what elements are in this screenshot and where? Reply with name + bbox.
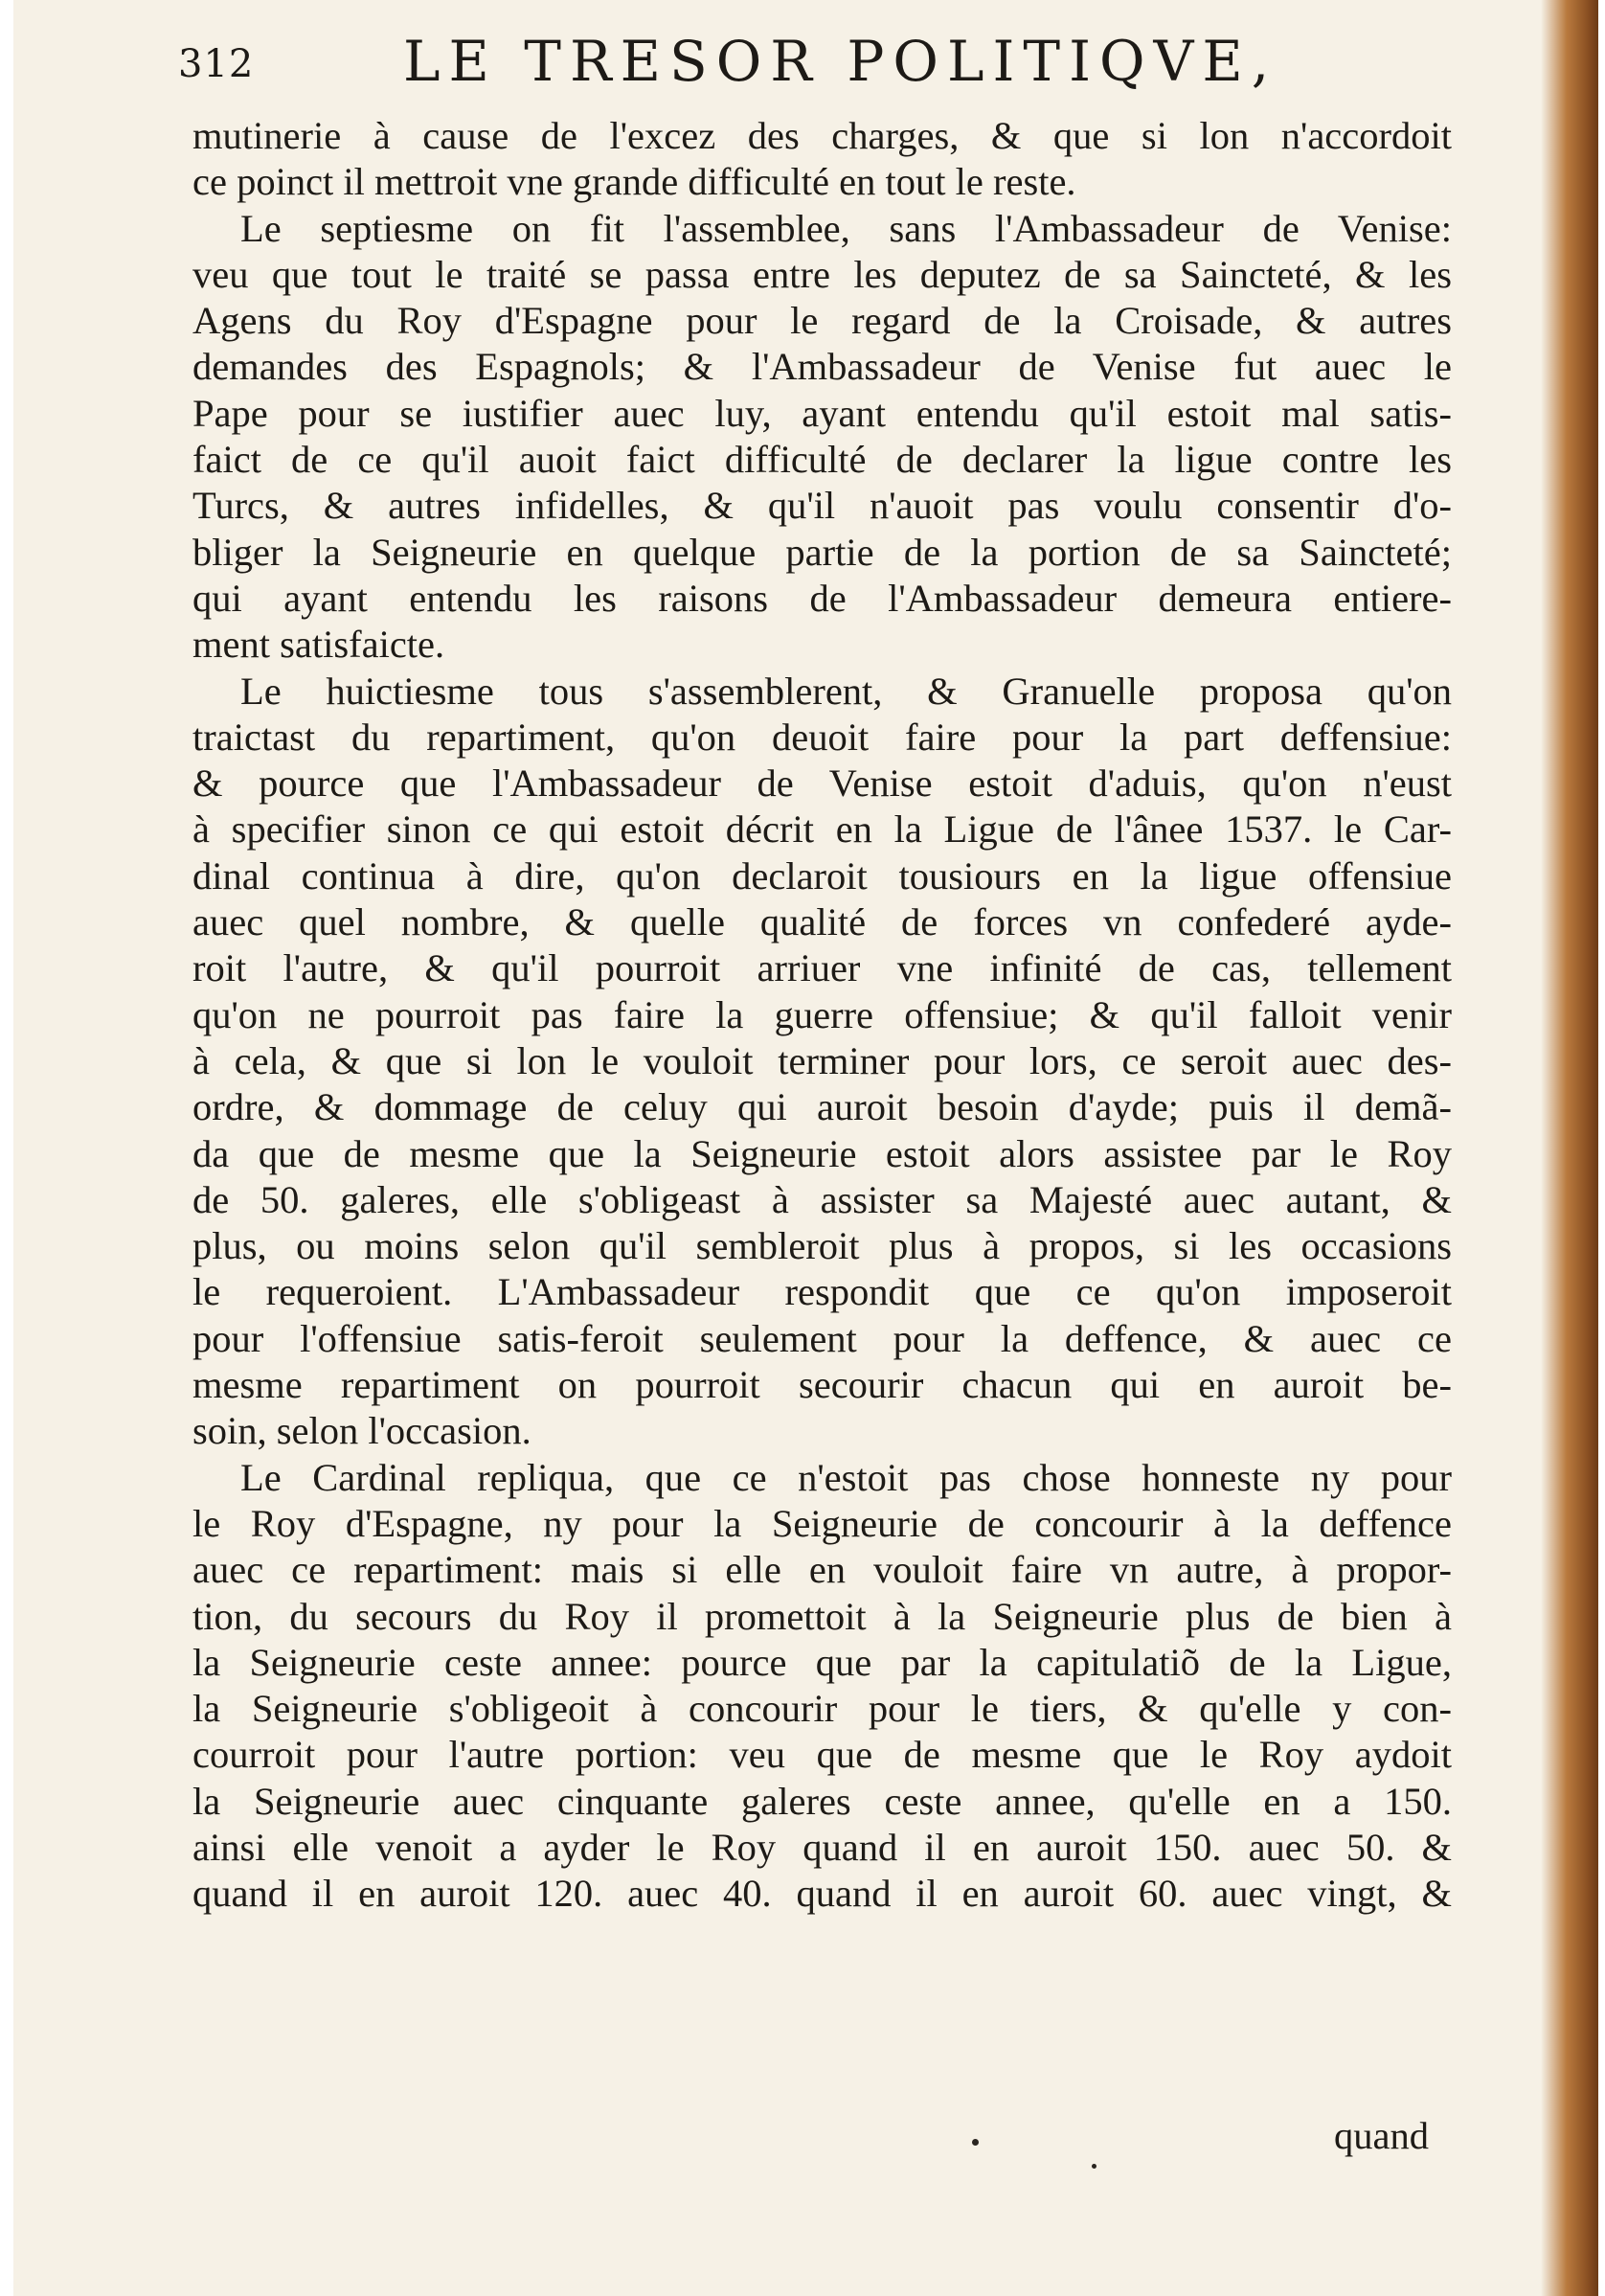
text-line: courroit pour l'autre portion: veu que de mesme que le Roy aydoit	[192, 1733, 1452, 1777]
text-line: auec ce repartiment: mais si elle en vouloit faire vn autre, à propor-	[192, 1548, 1452, 1592]
text-line: à cela, & que si lon le vouloit terminer pour lors, ce seroit auec des-	[192, 1038, 1452, 1082]
text-line: la Seigneurie ceste annee: pource que par la capitulatiõ de la Ligue,	[192, 1640, 1452, 1684]
page-number: 312	[178, 42, 255, 86]
text-line: qu'on ne pourroit pas faire la guerre offensiue; & qu'il falloit venir	[192, 992, 1452, 1036]
text-line: ordre, & dommage de celuy qui auroit besoin d'ayde; puis il demã-	[192, 1085, 1452, 1129]
catchword: quand	[1334, 2114, 1429, 2157]
text-line: & pource que l'Ambassadeur de Venise estoit d'aduis, qu'on n'eust	[192, 762, 1452, 806]
page-header	[178, 29, 1442, 105]
text-line: qui ayant entendu les raisons de l'Ambassadeur demeura entiere-	[192, 576, 1452, 620]
text-line: la Seigneurie s'obligeoit à concourir pour le tiers, & qu'elle y con-	[192, 1687, 1452, 1731]
text-line: ment satisfaicte.	[192, 623, 445, 667]
text-line: tion, du secours du Roy il promettoit à la Seigneurie plus de bien à	[192, 1594, 1452, 1638]
text-line: traictast du repartiment, qu'on deuoit faire pour la part deffensiue:	[192, 715, 1452, 759]
text-line: mesme repartiment on pourroit secourir chacun qui en auroit be-	[192, 1363, 1452, 1407]
text-line: de 50. galeres, elle s'obligeast à assister sa Majesté auec autant, &	[192, 1177, 1452, 1221]
text-line: dinal continua à dire, qu'on declaroit tousiours en la ligue offensiue	[192, 853, 1452, 898]
book-page	[13, 0, 1598, 2296]
text-line: soin, selon l'occasion.	[192, 1409, 531, 1453]
paragraph-start-line: Le septiesme on fit l'assemblee, sans l'Ambassadeur de Venise:	[240, 206, 1452, 250]
text-line: da que de mesme que la Seigneurie estoit alors assistee par le Roy	[192, 1131, 1452, 1175]
text-line: pour l'offensiue satis-feroit seulement pour la deffence, & auec ce	[192, 1316, 1452, 1360]
text-line: auec quel nombre, & quelle qualité de forces vn confederé ayde-	[192, 900, 1452, 944]
text-line: Agens du Roy d'Espagne pour le regard de la Croisade, & autres	[192, 299, 1452, 343]
ink-speck	[1092, 2164, 1096, 2169]
text-line: plus, ou moins selon qu'il sembleroit plus à propos, si les occasions	[192, 1224, 1452, 1268]
paragraph-start-line: Le Cardinal repliqua, que ce n'estoit pas chose honneste ny pour	[240, 1455, 1452, 1499]
body-text	[192, 113, 1452, 1918]
text-line: Turcs, & autres infidelles, & qu'il n'auoit pas voulu consentir d'o-	[192, 484, 1452, 528]
text-line: ce poinct il mettroit vne grande difficulté en tout le reste.	[192, 160, 1076, 204]
text-line: demandes des Espagnols; & l'Ambassadeur de Venise fut auec le	[192, 345, 1452, 389]
text-line: la Seigneurie auec cinquante galeres ceste annee, qu'elle en a 150.	[192, 1779, 1452, 1823]
running-head: LE TRESOR POLITIQVE,	[403, 29, 1278, 94]
text-line: ainsi elle venoit a ayder le Roy quand il en auroit 150. auec 50. &	[192, 1825, 1452, 1869]
paragraph-start-line: Le huictiesme tous s'assemblerent, & Granuelle proposa qu'on	[240, 669, 1452, 713]
text-line: quand il en auroit 120. auec 40. quand il en auroit 60. auec vingt, &	[192, 1872, 1452, 1916]
binding-gutter	[1541, 0, 1598, 2296]
text-line: roit l'autre, & qu'il pourroit arriuer vne infinité de cas, tellement	[192, 946, 1452, 990]
text-line: le requeroient. L'Ambassadeur respondit que ce qu'on imposeroit	[192, 1270, 1452, 1314]
text-line: le Roy d'Espagne, ny pour la Seigneurie de concourir à la deffence	[192, 1501, 1452, 1545]
text-line: bliger la Seigneurie en quelque partie de la portion de sa Saincteté;	[192, 530, 1452, 574]
text-line: faict de ce qu'il auoit faict difficulté de declarer la ligue contre les	[192, 438, 1452, 482]
text-line: mutinerie à cause de l'excez des charges, & que si lon n'accordoit	[192, 114, 1452, 157]
text-line: veu que tout le traité se passa entre les deputez de sa Saincteté, & les	[192, 252, 1452, 296]
text-line: Pape pour se iustifier auec luy, ayant entendu qu'il estoit mal satis-	[192, 391, 1452, 435]
ink-speck	[972, 2139, 979, 2146]
text-line: à specifier sinon ce qui estoit décrit en la Ligue de l'ânee 1537. le Car-	[192, 807, 1452, 852]
